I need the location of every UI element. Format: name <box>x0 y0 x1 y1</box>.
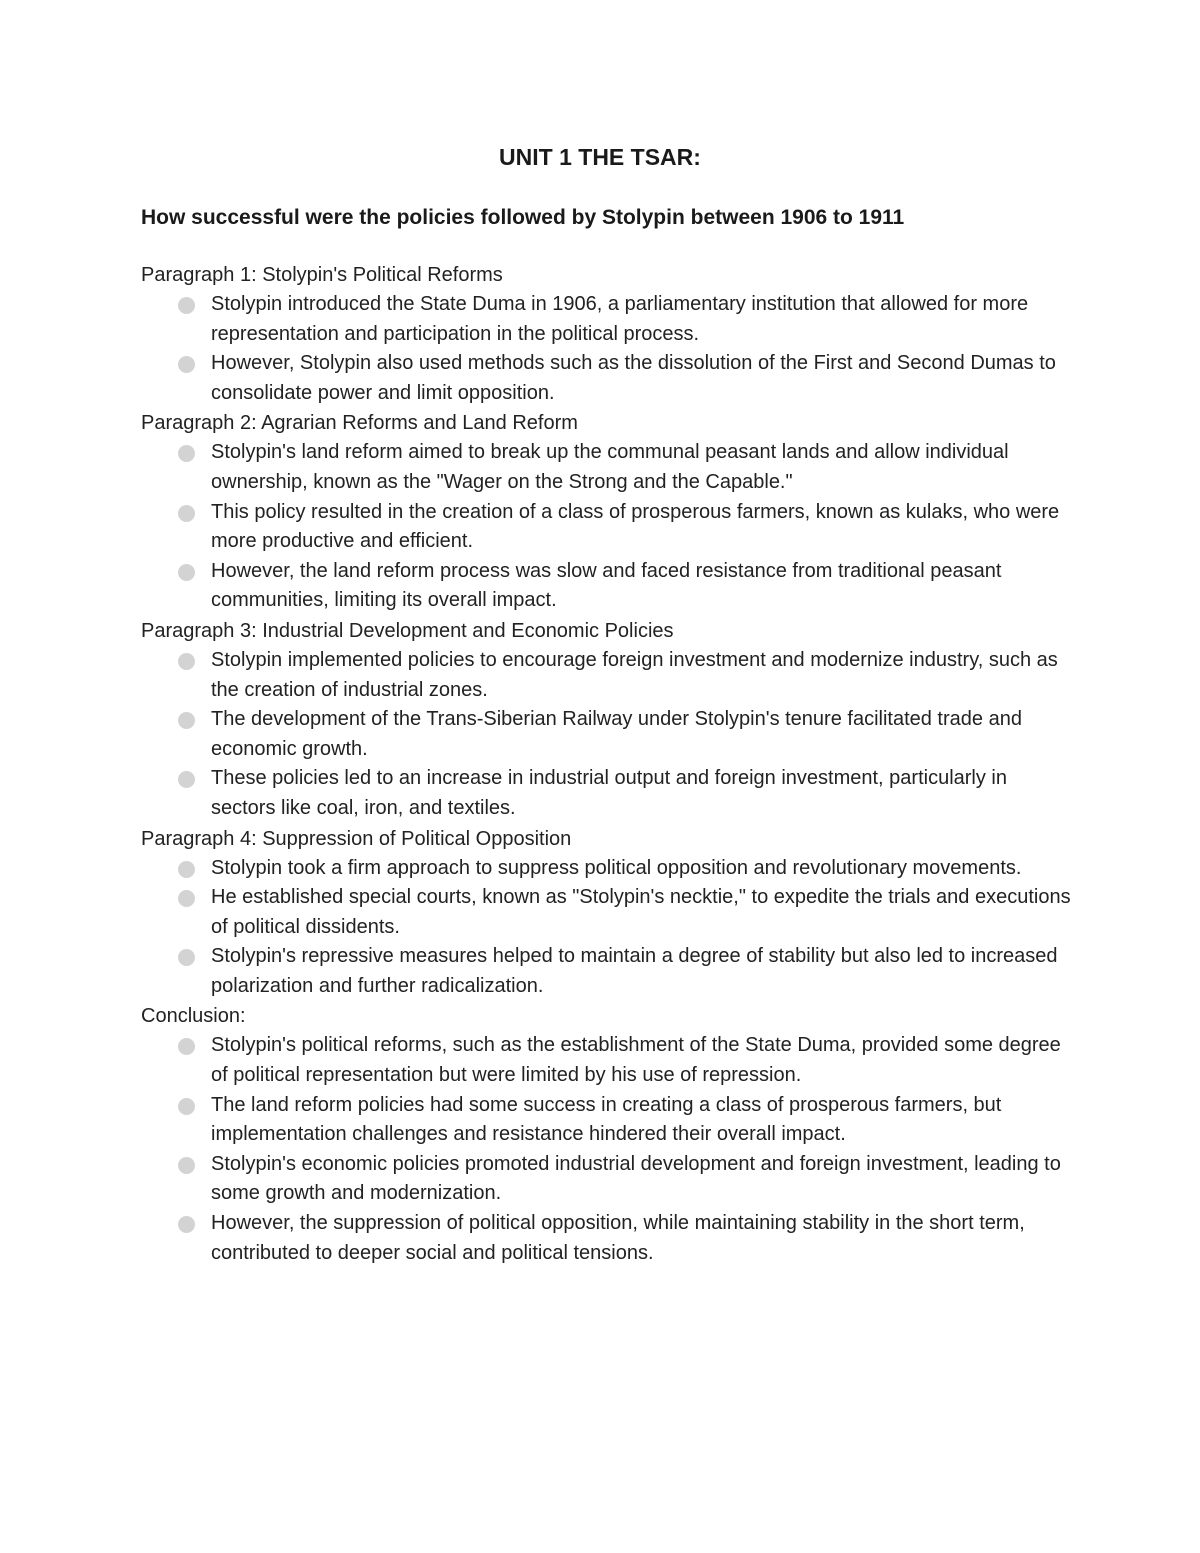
list-item-text: Stolypin took a firm approach to suppress political opposition and revolutionary movements. <box>211 856 1022 879</box>
list-item <box>141 705 1071 764</box>
bullet-icon <box>178 1038 195 1055</box>
list-item <box>141 942 1071 1001</box>
bullet-list <box>141 290 1071 408</box>
document-body <box>141 260 1071 1268</box>
list-item <box>141 290 1071 349</box>
list-item <box>141 1150 1071 1209</box>
section-heading: Paragraph 3: Industrial Development and Economic Policies <box>141 619 674 642</box>
bullet-icon <box>178 1157 195 1174</box>
bullet-icon <box>178 949 195 966</box>
section-paragraph-3 <box>141 616 1071 824</box>
essay-question: How successful were the policies followed by Stolypin between 1906 to 1911 <box>141 206 905 229</box>
section-heading: Conclusion: <box>141 1005 246 1028</box>
section-paragraph-2 <box>141 408 1071 616</box>
list-item <box>141 764 1071 823</box>
bullet-icon <box>178 861 195 878</box>
list-item <box>141 854 1071 884</box>
list-item-text: These policies led to an increase in industrial output and foreign investment, particularly in sectors like coal, iron, and textiles. <box>211 767 1007 819</box>
bullet-icon <box>178 445 195 462</box>
section-conclusion <box>141 1001 1071 1268</box>
bullet-icon <box>178 356 195 373</box>
bullet-icon <box>178 505 195 522</box>
bullet-icon <box>178 890 195 907</box>
list-item-text: Stolypin's repressive measures helped to maintain a degree of stability but also led to increased polarization and further radicalization. <box>211 945 1058 997</box>
bullet-list <box>141 854 1071 1002</box>
list-item-text: However, the land reform process was slow and faced resistance from traditional peasant communities, limiting its overall impact. <box>211 559 1002 612</box>
list-item-text: Stolypin implemented policies to encourage foreign investment and modernize industry, such as the creation of industrial zones. <box>211 648 1058 701</box>
bullet-icon <box>178 1098 195 1115</box>
section-paragraph-1 <box>141 260 1071 408</box>
list-item-text: However, the suppression of political opposition, while maintaining stability in the short term, contributed to deeper social and political tensions. <box>211 1212 1025 1264</box>
bullet-icon <box>178 297 195 314</box>
list-item <box>141 498 1071 557</box>
bullet-icon <box>178 1216 195 1233</box>
list-item <box>141 1031 1071 1090</box>
list-item-text: Stolypin introduced the State Duma in 1906, a parliamentary institution that allowed for more representation and participation in the political process. <box>211 293 1029 345</box>
section-heading: Paragraph 2: Agrarian Reforms and Land Reform <box>141 412 578 435</box>
bullet-icon <box>178 712 195 729</box>
list-item-text: This policy resulted in the creation of a class of prosperous farmers, known as kulaks, who were more productive and efficient. <box>211 500 1060 553</box>
list-item <box>141 557 1071 616</box>
document-title: UNIT 1 THE TSAR: <box>499 144 701 170</box>
section-heading: Paragraph 1: Stolypin's Political Reforms <box>141 264 503 286</box>
bullet-icon <box>178 653 195 670</box>
bullet-icon <box>178 564 195 581</box>
list-item <box>141 349 1071 408</box>
section-paragraph-4 <box>141 824 1071 1002</box>
list-item-text: Stolypin's land reform aimed to break up the communal peasant lands and allow individual ownership, known as the "Wager on the Strong and the Capable." <box>211 441 1009 493</box>
bullet-icon <box>178 771 195 788</box>
list-item-text: The land reform policies had some success in creating a class of prosperous farmers, but implementation challenges and resistance hindered their overall impact. <box>211 1093 1002 1146</box>
list-item-text: He established special courts, known as "Stolypin's necktie," to expedite the trials and executions of political dissidents. <box>211 886 1071 938</box>
list-item <box>141 1209 1071 1268</box>
bullet-list <box>141 646 1071 824</box>
list-item <box>141 883 1071 942</box>
bullet-list <box>141 438 1071 616</box>
list-item-text: The development of the Trans-Siberian Railway under Stolypin's tenure facilitated trade and economic growth. <box>211 708 1022 760</box>
list-item-text: Stolypin's economic policies promoted industrial development and foreign investment, leading to some growth and modernization. <box>211 1152 1061 1205</box>
list-item <box>141 1091 1071 1150</box>
list-item <box>141 438 1071 497</box>
list-item <box>141 646 1071 705</box>
bullet-list <box>141 1031 1071 1268</box>
list-item-text: However, Stolypin also used methods such as the dissolution of the First and Second Dumas to consolidate power and limit opposition. <box>211 352 1056 404</box>
section-heading: Paragraph 4: Suppression of Political Opposition <box>141 827 572 850</box>
list-item-text: Stolypin's political reforms, such as the establishment of the State Duma, provided some degree of political representation but were limited by his use of repression. <box>211 1034 1061 1087</box>
